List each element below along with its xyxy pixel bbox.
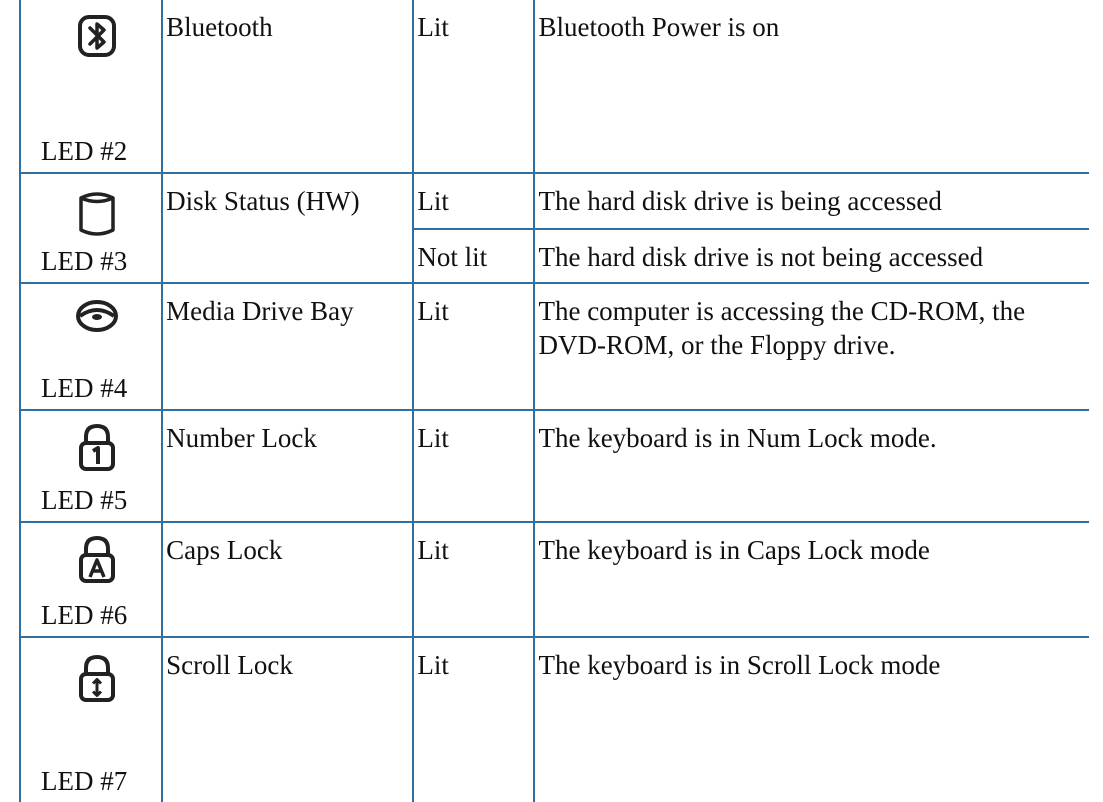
led-name: Bluetooth bbox=[162, 0, 413, 173]
led-number: LED #6 bbox=[41, 600, 128, 630]
led-state: Lit bbox=[413, 283, 534, 410]
led-state: Lit bbox=[413, 0, 534, 173]
icon-cell bbox=[20, 173, 162, 283]
icon-cell bbox=[20, 283, 162, 410]
led-state: Not lit bbox=[413, 229, 534, 283]
led-number: LED #5 bbox=[41, 485, 128, 515]
table-row bbox=[20, 173, 1089, 229]
led-description: The hard disk drive is not being accessed bbox=[534, 229, 1089, 283]
led-name: Scroll Lock bbox=[162, 637, 413, 802]
media-disc-icon bbox=[75, 292, 119, 344]
led-name: Disk Status (HW) bbox=[162, 173, 413, 283]
bluetooth-icon bbox=[75, 10, 119, 62]
icon-cell bbox=[20, 637, 162, 802]
table-row bbox=[20, 410, 1089, 522]
table-row bbox=[20, 522, 1089, 637]
led-description: The hard disk drive is being accessed bbox=[534, 173, 1089, 229]
led-number: LED #2 bbox=[41, 136, 128, 166]
led-number: LED #3 bbox=[41, 246, 128, 276]
led-indicator-table bbox=[19, 0, 1089, 802]
led-number: LED #7 bbox=[41, 766, 128, 796]
number-lock-icon bbox=[75, 421, 119, 473]
table-row bbox=[20, 283, 1089, 410]
led-state: Lit bbox=[413, 173, 534, 229]
table-row bbox=[20, 637, 1089, 802]
led-description: The keyboard is in Num Lock mode. bbox=[534, 410, 1089, 522]
scroll-lock-icon bbox=[75, 652, 119, 704]
led-description: The keyboard is in Caps Lock mode bbox=[534, 522, 1089, 637]
table-row bbox=[20, 0, 1089, 173]
led-name: Media Drive Bay bbox=[162, 283, 413, 410]
icon-cell bbox=[20, 410, 162, 522]
led-state: Lit bbox=[413, 522, 534, 637]
hard-disk-icon bbox=[75, 188, 119, 240]
led-description: The keyboard is in Scroll Lock mode bbox=[534, 637, 1089, 802]
caps-lock-icon bbox=[75, 533, 119, 585]
icon-cell bbox=[20, 0, 162, 173]
led-description: The computer is accessing the CD-ROM, the DVD-ROM, or the Floppy drive. bbox=[534, 283, 1089, 410]
led-description: Bluetooth Power is on bbox=[534, 0, 1089, 173]
icon-cell bbox=[20, 522, 162, 637]
led-name: Number Lock bbox=[162, 410, 413, 522]
led-number: LED #4 bbox=[41, 373, 128, 403]
led-name: Caps Lock bbox=[162, 522, 413, 637]
led-state: Lit bbox=[413, 637, 534, 802]
led-state: Lit bbox=[413, 410, 534, 522]
